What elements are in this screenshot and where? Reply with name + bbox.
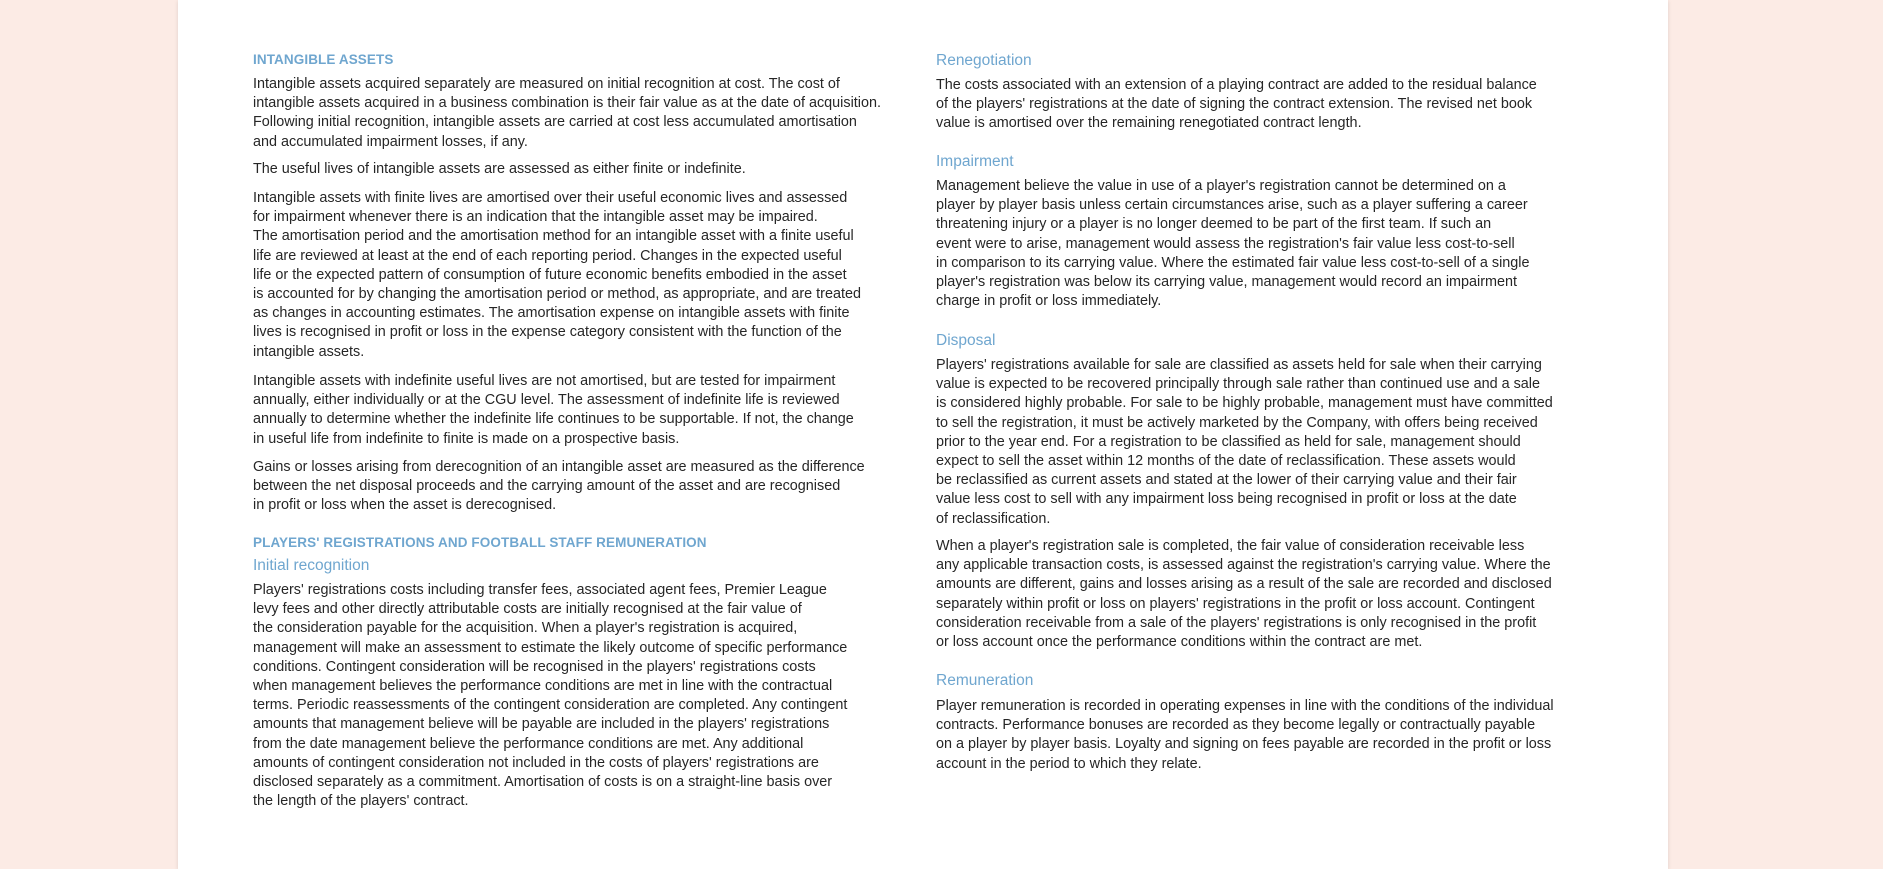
disposal-paragraph-2: When a player's registration sale is completed, the fair value of consideration receivable less any applicable transaction costs, is assessed against the registration's carrying value. Where the amounts are different, gains and losses arising as a result of the sale are recorded and disclosed separately within profit or loss on players' registrations in the profit or loss account. Contingent consideration receivable from a sale of the players' registrations is only recognised in the profit or loss account once the performance conditions within the contract are met.: [936, 538, 1552, 651]
intangible-paragraph-5: Gains or losses arising from derecognition of an intangible asset are measured as the difference between the net disposal proceeds and the carrying amount of the asset and are recognised in profit or loss when the asset is derecognised.: [253, 459, 865, 514]
remuneration-heading: Remuneration: [936, 672, 1034, 689]
disposal-heading: Disposal: [936, 332, 996, 349]
intangible-paragraph-2: The useful lives of intangible assets are assessed as either finite or indefinite.: [253, 161, 746, 177]
impairment-paragraph: Management believe the value in use of a player's registration cannot be determined on a player by player basis unless certain circumstances arise, such as a player suffering a career threatening injury or a player is no longer deemed to be part of the first team. If such an event were to arise, management would assess the registration's fair value less cost-to-sell in comparison to its carrying value. Where the estimated fair value less cost-to-sell of a single player's registration was below its carrying value, management would record an impairment charge in profit or loss immediately.: [936, 178, 1530, 310]
players-registrations-heading: PLAYERS' REGISTRATIONS AND FOOTBALL STAFF REMUNERATION: [253, 535, 707, 550]
intangible-assets-heading: INTANGIBLE ASSETS: [253, 52, 394, 67]
document-page: [178, 0, 1668, 869]
impairment-heading: Impairment: [936, 153, 1014, 170]
renegotiation-heading: Renegotiation: [936, 52, 1032, 69]
renegotiation-paragraph: The costs associated with an extension of a playing contract are added to the residual balance of the players' registrations at the date of signing the contract extension. The revised net book value is amortised over the remaining renegotiated contract length.: [936, 77, 1537, 132]
initial-recognition-paragraph: Players' registrations costs including transfer fees, associated agent fees, Premier League levy fees and other directly attributable costs are initially recognised at the fair value of the consideration payable for the acquisition. When a player's registration is acquired, management will make an assessment to estimate the likely outcome of specific performance conditions. Contingent consideration will be recognised in the players' registrations costs when management believes the performance conditions are met in line with the contractual terms. Periodic reassessments of the contingent consideration are completed. Any contingent amounts that management believe will be payable are included in the players' registrations from the date management believe the performance conditions are met. Any additional amounts of contingent consideration not included in the costs of players' registrations are disclosed separately as a commitment. Amortisation of costs is on a straight-line basis over the length of the players' contract.: [253, 582, 848, 810]
initial-recognition-heading: Initial recognition: [253, 557, 370, 574]
disposal-paragraph-1: Players' registrations available for sale are classified as assets held for sale when their carrying value is expected to be recovered principally through sale rather than continued use and a sale is considered highly probable. For sale to be highly probable, management must have committed to sell the registration, it must be actively marketed by the Company, with offers being received prior to the year end. For a registration to be classified as held for sale, management should expect to sell the asset within 12 months of the date of reclassification. These assets would be reclassified as current assets and stated at the lower of their carrying value and their fair value less cost to sell with any impairment loss being recognised in profit or loss at the date of reclassification.: [936, 357, 1553, 527]
intangible-paragraph-3: Intangible assets with finite lives are amortised over their useful economic lives and assessed for impairment whenever there is an indication that the intangible asset may be impaired. The amortisation period and the amortisation method for an intangible asset with a finite useful life are reviewed at least at the end of each reporting period. Changes in the expected useful life or the expected pattern of consumption of future economic benefits embodied in the asset is accounted for by changing the amortisation period or method, as appropriate, and are treated as changes in accounting estimates. The amortisation expense on intangible assets with finite lives is recognised in profit or loss in the expense category consistent with the function of the intangible assets.: [253, 190, 861, 360]
intangible-paragraph-1: Intangible assets acquired separately are measured on initial recognition at cost. The cost of intangible assets acquired in a business combination is their fair value as at the date of acquisition. Following initial recognition, intangible assets are carried at cost less accumulated amortisation and accumulated impairment losses, if any.: [253, 76, 881, 150]
remuneration-paragraph: Player remuneration is recorded in operating expenses in line with the conditions of the individual contracts. Performance bonuses are recorded as they become legally or contractually payable on a player by player basis. Loyalty and signing on fees payable are recorded in the profit or loss account in the period to which they relate.: [936, 698, 1554, 772]
intangible-paragraph-4: Intangible assets with indefinite useful lives are not amortised, but are tested for impairment annually, either individually or at the CGU level. The assessment of indefinite life is reviewed annually to determine whether the indefinite life continues to be supportable. If not, the change in useful life from indefinite to finite is made on a prospective basis.: [253, 373, 854, 447]
